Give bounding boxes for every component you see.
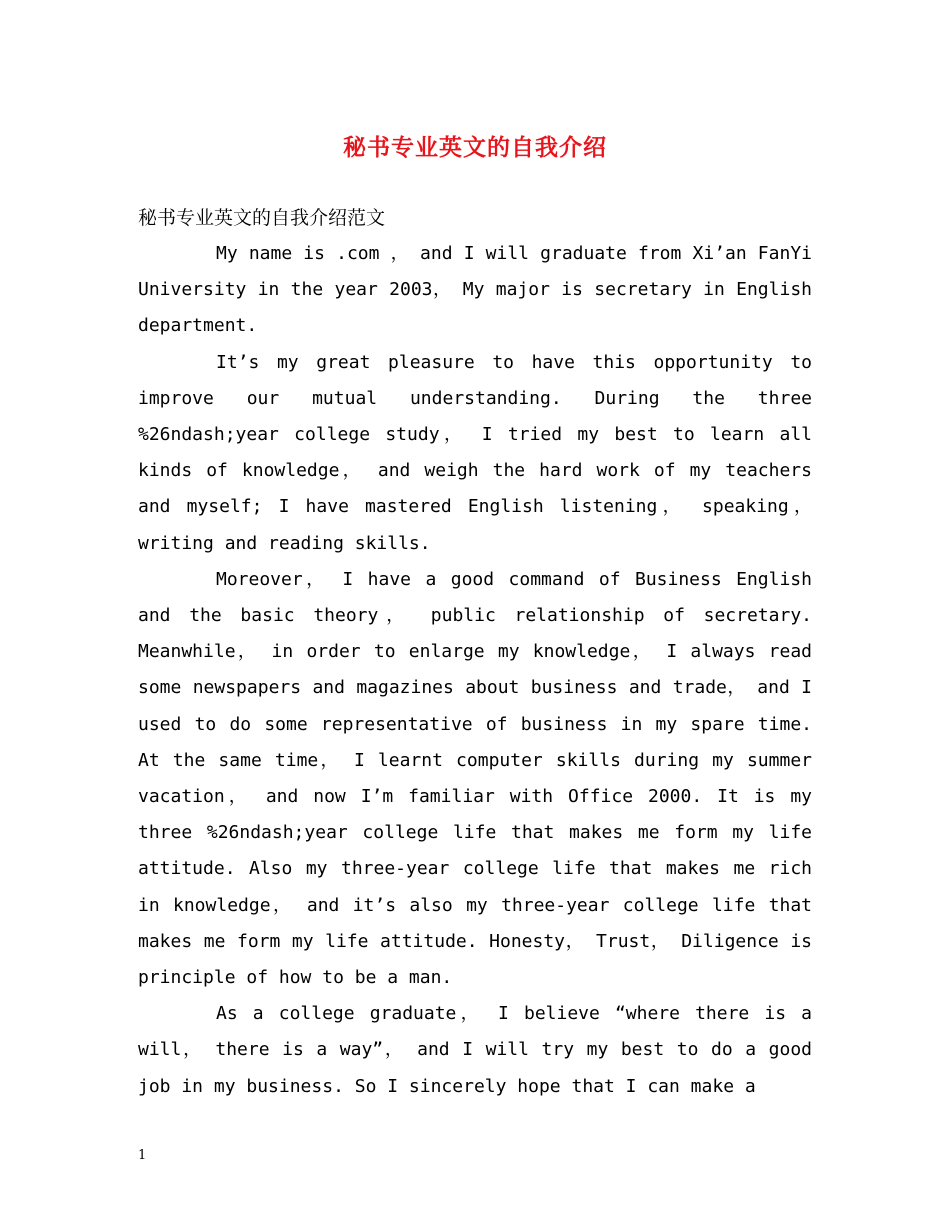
document-title: 秘书专业英文的自我介绍	[343, 135, 607, 161]
paragraph-skills: Moreover， I have a good command of Business English and the basic theory， public relationship of secretary. Meanwhile， in order to enlarge my knowledge， I always read some newspapers and magazines about business and trade， and I used to do some representative of business in my spare time. At the same time， I learnt computer skills during my summer vacation， and now I’m familiar with Office 2000. It is my three %26ndash;year college life that makes me form my life attitude. Also my three-year college life that makes me rich in knowledge， and it’s also my three-year college life that makes me form my life attitude. Honesty， Trust， Diligence is principle of how to be a man.	[138, 568, 812, 989]
paragraph-study: It’s my great pleasure to have this opportunity to improve our mutual understanding. During the three %26ndash;year college study， I tried my best to learn all kinds of knowledge， and weigh the hard work of my teachers and myself; I have mastered English listening， speaking， writing and reading skills.	[138, 351, 812, 554]
page-number: 1	[138, 1148, 147, 1163]
paragraph-conclusion: As a college graduate， I believe “where there is a will， there is a way”， and I will try my best to do a good job in my business. So I sincerely hope that I can make a	[138, 1003, 812, 1097]
paragraph-introduction: My name is .com ， and I will graduate from Xi’an FanYi University in the year 2003， My major is secretary in English department.	[138, 243, 812, 337]
document-body	[138, 200, 812, 1105]
document-subtitle: 秘书专业英文的自我介绍范文	[138, 207, 386, 229]
